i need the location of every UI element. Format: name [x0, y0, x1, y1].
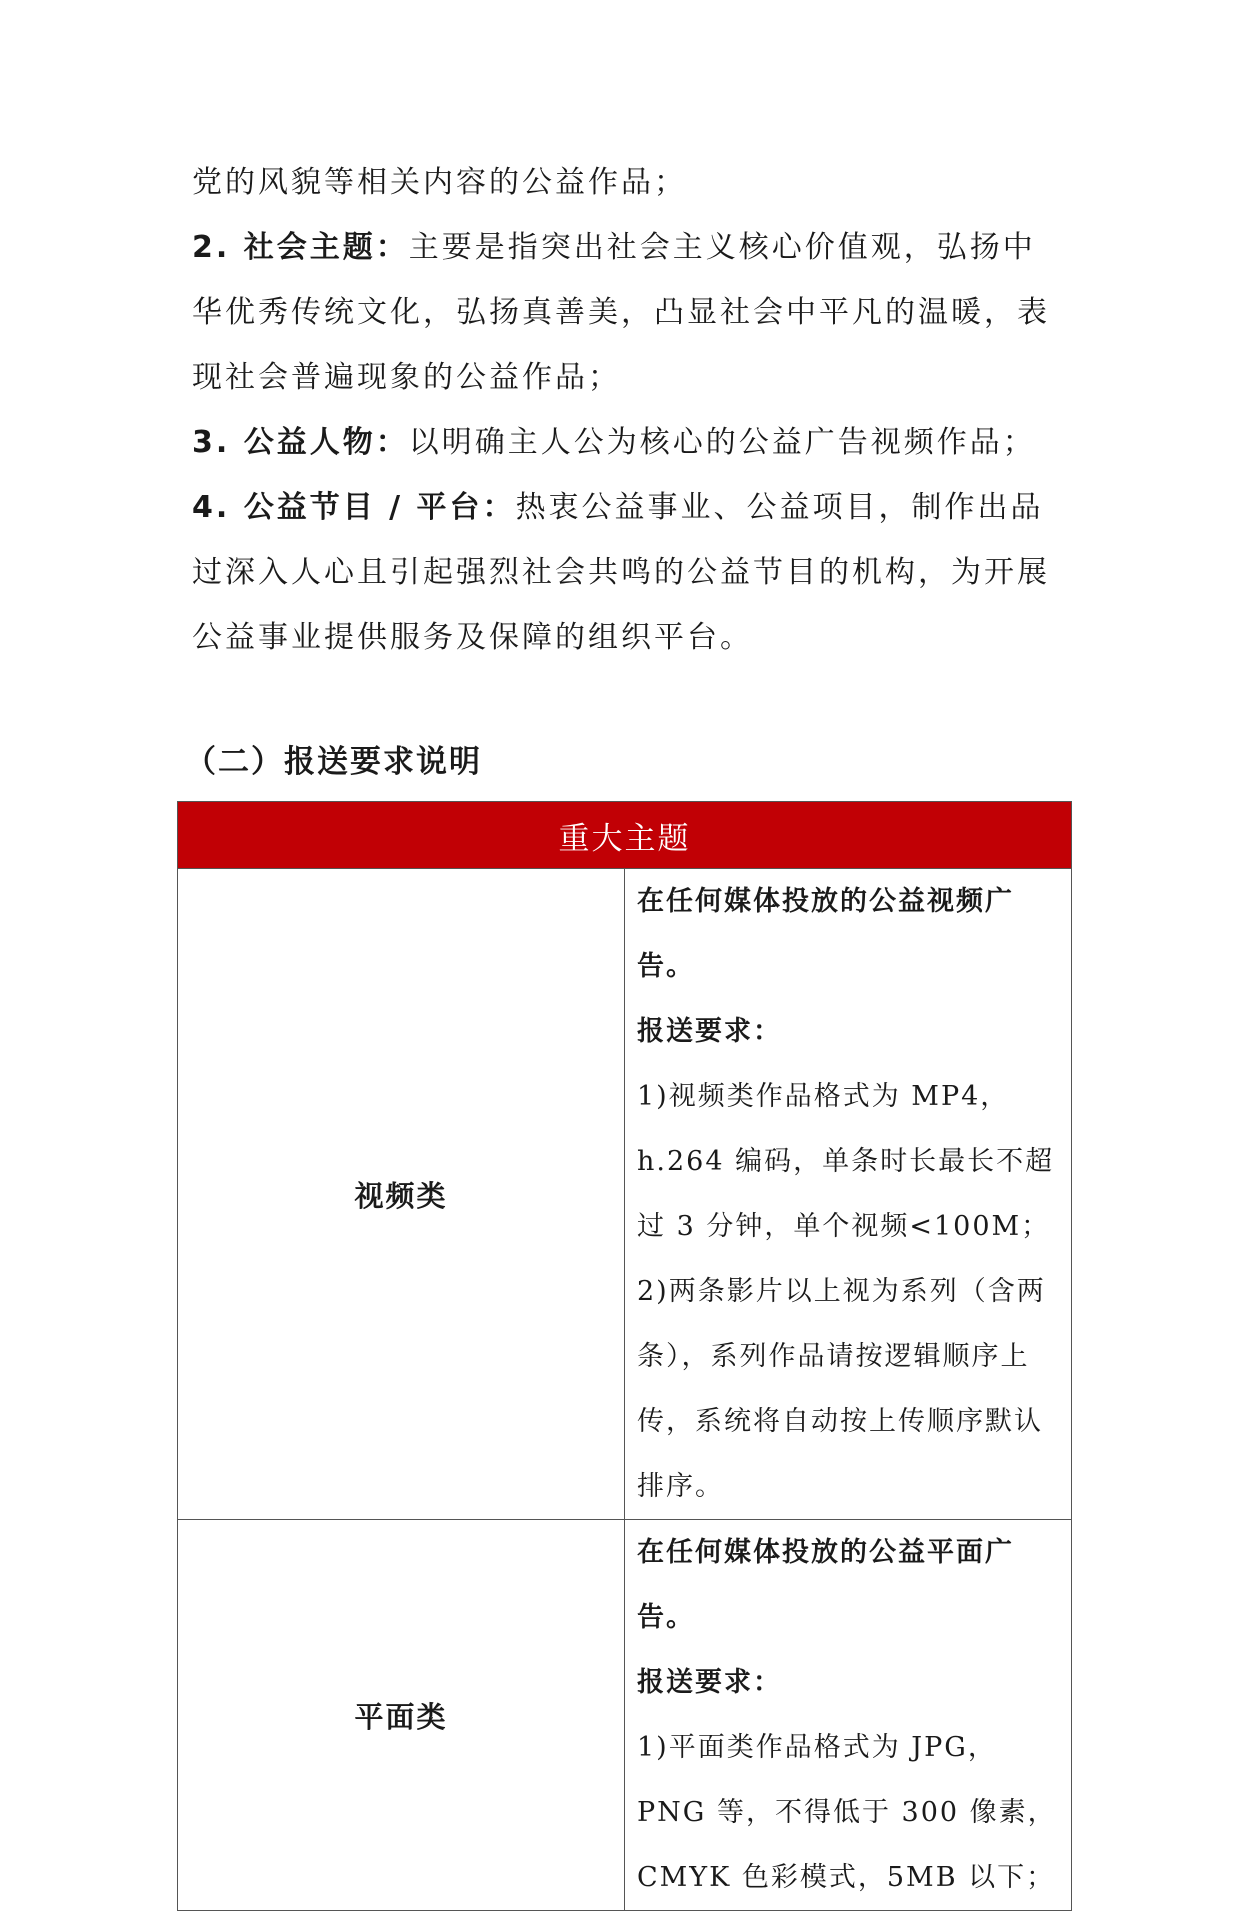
paragraph [192, 215, 1062, 410]
paragraph-text: 以明确主人公为核心的公益广告视频作品； [408, 425, 1036, 460]
requirement-item: 1)平面类作品格式为 JPG，PNG 等，不得低于 300 像素，CMYK 色彩模式，5MB 以下； [637, 1732, 1057, 1893]
requirement-item: 2)两条影片以上视为系列（含两条），系列作品请按逻辑顺序上传，系统将自动按上传顺序默认排序。 [637, 1276, 1046, 1502]
paragraph-text: 热衷公益事业、公益项目，制作出品过深入人心且引起强烈社会共鸣的公益节目的机构，为开展公益事业提供服务及保障的组织平台。 [192, 490, 1050, 655]
row-lead: 在任何媒体投放的公益视频广告。 [637, 886, 1014, 982]
requirements-label: 报送要求： [637, 1016, 782, 1047]
row-lead: 在任何媒体投放的公益平面广告。 [637, 1537, 1014, 1633]
category-cell: 视频类 [178, 869, 625, 1520]
paragraph-text: 主要是指突出社会主义核心价值观，弘扬中华优秀传统文化，弘扬真善美，凸显社会中平凡的温暖，表现社会普遍现象的公益作品； [192, 230, 1050, 395]
requirement-item: 1)视频类作品格式为 MP4，h.264 编码，单条时长最长不超过 3 分钟，单个视频<100M； [637, 1081, 1055, 1242]
table-row [178, 869, 1072, 1520]
paragraph: 党的风貌等相关内容的公益作品； [192, 165, 687, 200]
paragraph [192, 410, 1062, 475]
paragraph-label: 4. 公益节目 / 平台： [192, 490, 516, 525]
paragraph [192, 475, 1062, 670]
description-cell [625, 1520, 1072, 1911]
description-cell [625, 869, 1072, 1520]
paragraph-label: 3. 公益人物： [192, 425, 409, 460]
section-heading: （二）报送要求说明 [185, 744, 482, 780]
paragraph-label: 2. 社会主题： [192, 230, 409, 265]
body-text [192, 150, 1062, 670]
table-row [178, 1520, 1072, 1911]
requirements-label: 报送要求： [637, 1667, 782, 1698]
requirements-table [177, 801, 1072, 1911]
table-header: 重大主题 [178, 802, 1072, 869]
category-cell: 平面类 [178, 1520, 625, 1911]
